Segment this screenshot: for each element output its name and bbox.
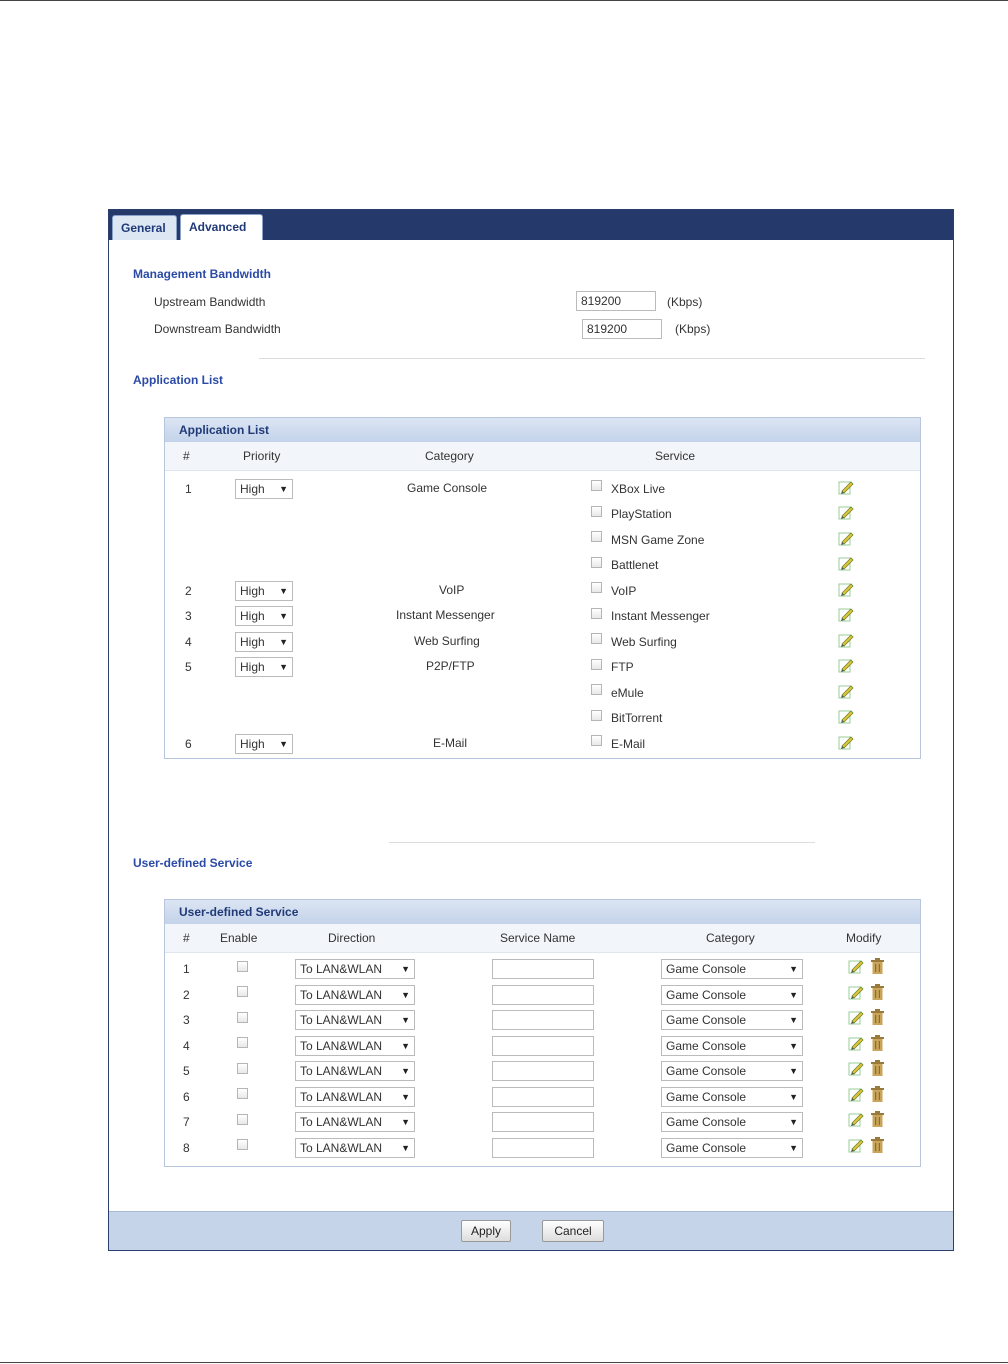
service-row-num: 2 [183,988,190,1002]
edit-icon[interactable] [848,1035,864,1051]
service-row-num: 4 [183,1039,190,1053]
service-name: Web Surfing [611,635,677,649]
col-num: # [183,931,190,945]
service-name-input[interactable] [492,1061,594,1081]
service-name-input[interactable] [492,1087,594,1107]
tab-advanced[interactable]: Advanced [180,214,263,240]
direction-select[interactable]: To LAN&WLAN ▼ [295,1112,415,1132]
service-name-input[interactable] [492,985,594,1005]
edit-icon[interactable] [848,1137,864,1153]
service-name: Instant Messenger [611,609,710,623]
section-divider [259,358,925,359]
application-list-section-title: Application List [133,373,223,387]
category-select[interactable]: Game Console ▼ [661,1010,803,1030]
service-row-num: 1 [183,962,190,976]
enable-checkbox[interactable] [237,1037,248,1048]
edit-icon[interactable] [848,1111,864,1127]
app-row-category: VoIP [439,583,465,597]
col-direction: Direction [328,931,376,945]
tab-general[interactable]: General [112,215,177,240]
app-row-num: 4 [185,635,192,649]
service-name-input[interactable] [492,959,594,979]
qos-advanced-panel [108,209,954,1251]
edit-icon[interactable] [838,657,854,673]
col-service: Service [655,449,696,463]
user-defined-service-table-title: User-defined Service [165,900,920,924]
category-select[interactable]: Game Console ▼ [661,959,803,979]
user-defined-service-header [165,924,920,953]
app-row-category: P2P/FTP [426,659,475,673]
service-name: VoIP [611,584,637,598]
trash-icon[interactable] [871,958,884,974]
service-name: Battlenet [611,558,659,572]
edit-icon[interactable] [838,530,854,546]
app-row-category: Web Surfing [414,634,480,648]
enable-checkbox[interactable] [237,1114,248,1125]
top-rule [0,0,1008,1]
direction-select[interactable]: To LAN&WLAN ▼ [295,959,415,979]
category-select[interactable]: Game Console ▼ [661,985,803,1005]
category-select[interactable]: Game Console ▼ [661,1061,803,1081]
priority-select[interactable]: High ▼ [235,581,293,601]
app-row-num: 6 [185,737,192,751]
direction-select[interactable]: To LAN&WLAN ▼ [295,1036,415,1056]
service-row-num: 7 [183,1115,190,1129]
edit-icon[interactable] [838,632,854,648]
col-category: Category [425,449,474,463]
footer-bar [109,1211,953,1250]
edit-icon[interactable] [838,683,854,699]
priority-select[interactable]: High ▼ [235,479,293,499]
col-num: # [183,449,190,463]
service-name: PlayStation [611,507,672,521]
service-row-num: 5 [183,1064,190,1078]
edit-icon[interactable] [848,1060,864,1076]
category-select[interactable]: Game Console ▼ [661,1087,803,1107]
upstream-input[interactable] [576,291,656,311]
enable-checkbox[interactable] [237,1012,248,1023]
category-select[interactable]: Game Console ▼ [661,1036,803,1056]
service-name: BitTorrent [611,711,663,725]
service-checkbox[interactable] [591,608,602,619]
management-bandwidth-title: Management Bandwidth [133,267,272,281]
category-select[interactable]: Game Console ▼ [661,1138,803,1158]
service-checkbox[interactable] [591,659,602,670]
application-list-table [164,417,921,759]
app-row-num: 1 [185,482,192,496]
direction-select[interactable]: To LAN&WLAN ▼ [295,1138,415,1158]
downstream-unit: (Kbps) [675,322,711,336]
trash-icon[interactable] [871,1009,884,1025]
edit-icon[interactable] [838,581,854,597]
bottom-rule [0,1362,1008,1363]
downstream-input[interactable] [582,319,662,339]
service-checkbox[interactable] [591,710,602,721]
edit-icon[interactable] [848,1009,864,1025]
service-checkbox[interactable] [591,735,602,746]
enable-checkbox[interactable] [237,961,248,972]
service-row-num: 8 [183,1141,190,1155]
trash-icon[interactable] [871,1086,884,1102]
col-priority: Priority [243,449,281,463]
service-row-num: 3 [183,1013,190,1027]
category-select[interactable]: Game Console ▼ [661,1112,803,1132]
app-row-num: 2 [185,584,192,598]
edit-icon[interactable] [838,734,854,750]
direction-select[interactable]: To LAN&WLAN ▼ [295,1087,415,1107]
service-name: eMule [611,686,644,700]
service-name-input[interactable] [492,1036,594,1056]
service-name: FTP [611,660,634,674]
trash-icon[interactable] [871,1111,884,1127]
apply-button[interactable]: Apply [461,1220,511,1242]
service-checkbox[interactable] [591,480,602,491]
direction-select[interactable]: To LAN&WLAN ▼ [295,985,415,1005]
service-name: MSN Game Zone [611,533,705,547]
app-row-category: E-Mail [433,736,468,750]
priority-select[interactable]: High ▼ [235,734,293,754]
service-name-input[interactable] [492,1138,594,1158]
edit-icon[interactable] [838,479,854,495]
user-defined-service-table [164,899,921,1167]
priority-select[interactable]: High ▼ [235,632,293,652]
trash-icon[interactable] [871,984,884,1000]
cancel-button[interactable]: Cancel [542,1220,604,1242]
app-row-num: 5 [185,660,192,674]
priority-select[interactable]: High ▼ [235,606,293,626]
service-checkbox[interactable] [591,506,602,517]
service-checkbox[interactable] [591,582,602,593]
col-enable: Enable [220,931,258,945]
app-row-category: Instant Messenger [396,608,495,622]
app-row-category: Game Console [407,481,488,495]
col-category: Category [706,931,755,945]
edit-icon[interactable] [848,1086,864,1102]
service-name: E-Mail [611,737,646,751]
service-name: XBox Live [611,482,666,496]
enable-checkbox[interactable] [237,986,248,997]
enable-checkbox[interactable] [237,1139,248,1150]
col-modify: Modify [846,931,882,945]
service-checkbox[interactable] [591,531,602,542]
service-name-input[interactable] [492,1112,594,1132]
app-row-num: 3 [185,609,192,623]
tab-bar [109,210,953,240]
upstream-label: Upstream Bandwidth [154,295,266,309]
priority-select[interactable]: High ▼ [235,657,293,677]
edit-icon[interactable] [838,708,854,724]
edit-icon[interactable] [848,984,864,1000]
trash-icon[interactable] [871,1035,884,1051]
section-divider [389,842,815,843]
edit-icon[interactable] [848,958,864,974]
application-list-header [165,442,920,471]
col-service-name: Service Name [500,931,576,945]
edit-icon[interactable] [838,606,854,622]
service-checkbox[interactable] [591,633,602,644]
enable-checkbox[interactable] [237,1063,248,1074]
application-list-table-title: Application List [165,418,920,442]
service-checkbox[interactable] [591,557,602,568]
upstream-unit: (Kbps) [667,295,703,309]
edit-icon[interactable] [838,504,854,520]
service-checkbox[interactable] [591,684,602,695]
enable-checkbox[interactable] [237,1088,248,1099]
trash-icon[interactable] [871,1060,884,1076]
edit-icon[interactable] [838,555,854,571]
downstream-label: Downstream Bandwidth [154,322,281,336]
user-defined-service-section-title: User-defined Service [133,856,253,870]
service-row-num: 6 [183,1090,190,1104]
direction-select[interactable]: To LAN&WLAN ▼ [295,1010,415,1030]
service-name-input[interactable] [492,1010,594,1030]
direction-select[interactable]: To LAN&WLAN ▼ [295,1061,415,1081]
trash-icon[interactable] [871,1137,884,1153]
